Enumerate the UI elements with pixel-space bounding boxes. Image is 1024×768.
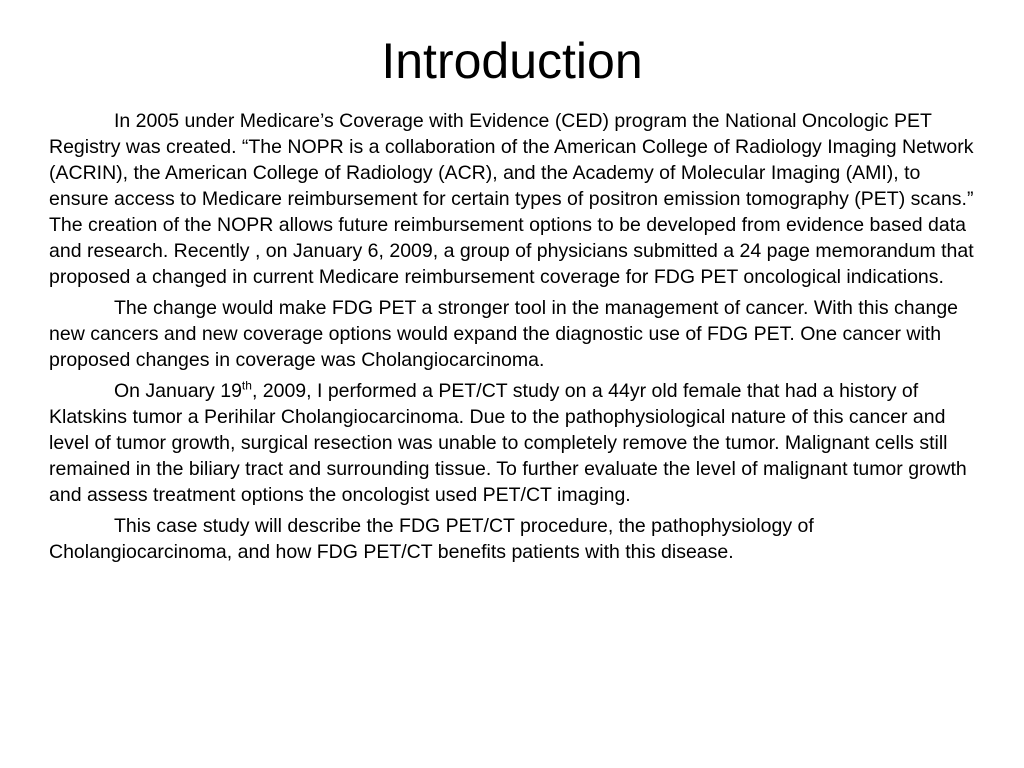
ordinal-superscript: th xyxy=(241,378,252,393)
case-history-text: , 2009, I performed a PET/CT study on a 44yr old female that had a history of Klatskins tumor a Perihilar Cholangiocarcinoma. Due to the pathophysiological nature of this cancer and level of tumor growth, surgical resection was unable to completely remove the tumor. Malignant cells still remained in the biliary tract and surrounding tissue. To further evaluate the level of malignant tumor growth and assess treatment options the oncologist used PET/CT imaging. xyxy=(49,380,967,506)
paragraph-case-study-scope: This case study will describe the FDG PET/CT procedure, the pathophysiology of Cholangiocarcinoma, and how FDG PET/CT benefits patients with this disease. xyxy=(49,515,814,563)
paragraph-case-history xyxy=(49,378,985,508)
slide-body xyxy=(49,108,985,570)
case-date-text: On January 19 xyxy=(114,380,242,402)
slide-title: Introduction xyxy=(381,33,643,89)
paragraph-nopr-background: In 2005 under Medicare’s Coverage with Evidence (CED) program the National Oncologic PET Registry was created. “The NOPR is a collaboration of the American College of Radiology Imaging Network (ACRIN), the American College of Radiology (ACR), and the Academy of Molecular Imaging (AMI), to ensure access to Medicare reimbursement for certain types of positron emission tomography (PET) scans.” The creation of the NOPR allows future reimbursement options to be developed from evidence based data and research. Recently , on January 6, 2009, a group of physicians submitted a 24 page memorandum that proposed a changed in current Medicare reimbursement coverage for FDG PET oncological indications. xyxy=(49,110,974,288)
paragraph-fdg-pet-change: The change would make FDG PET a stronger tool in the management of cancer. With this change new cancers and new coverage options would expand the diagnostic use of FDG PET. One cancer with proposed changes in coverage was Cholangiocarcinoma. xyxy=(49,297,959,371)
